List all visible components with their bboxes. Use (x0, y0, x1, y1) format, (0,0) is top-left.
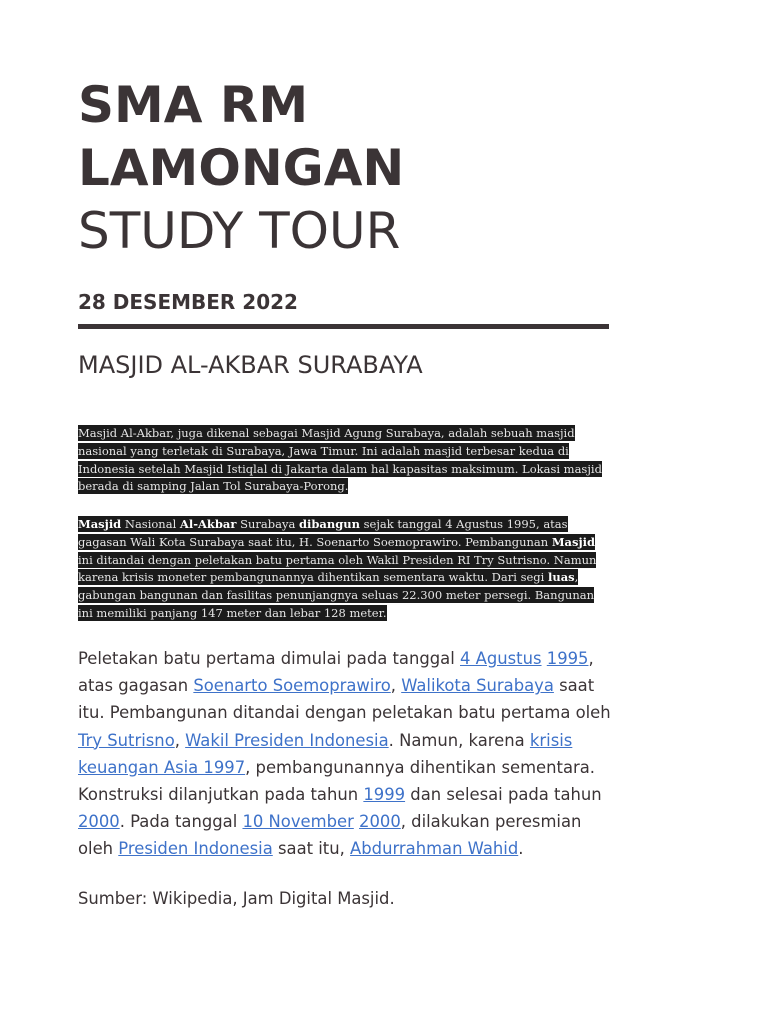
document-date: 28 DESEMBER 2022 (78, 290, 298, 314)
divider-rule (78, 324, 609, 329)
bold-word: dibangun (298, 517, 360, 531)
highlighted-paragraph-2[interactable] (78, 516, 610, 623)
link-10-november[interactable]: 10 November (242, 812, 354, 832)
text-run: . Pada tanggal (119, 812, 243, 832)
bold-word: Masjid (78, 517, 122, 531)
text-run: , dilakukan peresmian oleh (78, 812, 582, 859)
text-run: , gabungan bangunan dan fasilitas penunjangnya seluas 22.300 meter persegi. Bangunan ini memiliki panjang 147 meter dan lebar 128 meter. (78, 570, 595, 620)
text-run: Peletakan batu pertama dimulai pada tanggal (78, 649, 460, 668)
link-krisis-keuangan[interactable]: krisis keuangan Asia 1997 (78, 730, 573, 777)
link-abdurrahman-wahid[interactable]: Abdurrahman Wahid (350, 839, 519, 859)
text-run: , pembangunannya dihentikan sementara. Konstruksi dilanjutkan pada tahun (78, 757, 595, 805)
link-soenarto-soemoprawiro[interactable]: Soenarto Soemoprawiro (193, 676, 391, 696)
text-run: dan selesai pada tahun (405, 785, 602, 805)
bold-word: Masjid (551, 534, 596, 549)
highlighted-text: Masjid Al-Akbar, juga dikenal sebagai Masjid Agung Surabaya, adalah sebuah masjid nasional yang terletak di Surabaya, Jawa Timur. Ini adalah masjid terbesar kedua di Indonesia setelah Masjid Istiqlal di Jakarta dalam hal kapasitas maksimum. Lokasi masjid berada di samping Jalan Tol Surabaya-Porong. (78, 426, 602, 494)
link-1995[interactable]: 1995 (546, 649, 589, 668)
text-run: , atas gagasan (78, 649, 594, 696)
text-run: . (518, 839, 524, 859)
link-1999[interactable]: 1999 (363, 785, 406, 805)
text-run: Nasional (121, 517, 180, 531)
body-paragraph (78, 645, 618, 863)
link-walikota-surabaya[interactable]: Walikota Surabaya (401, 676, 554, 696)
link-4-agustus[interactable]: 4 Agustus (460, 649, 542, 668)
section-subtitle: MASJID AL-AKBAR SURABAYA (78, 351, 423, 379)
highlighted-text (78, 516, 596, 621)
text-run: ini ditandai dengan peletakan batu pertama oleh Wakil Presiden RI Try Sutrisno. Namun karena krisis moneter pembangunannya dihentikan sementara waktu. Dari segi (78, 552, 597, 585)
link-wakil-presiden[interactable]: Wakil Presiden Indonesia (185, 730, 389, 750)
title-school-line1: SMA RM (78, 76, 309, 134)
title-school-line2: LAMONGAN (78, 139, 405, 197)
highlighted-paragraph-1[interactable] (78, 425, 610, 496)
text-run: saat itu. Pembangunan ditandai dengan peletakan batu pertama oleh (78, 676, 611, 723)
link-2000[interactable]: 2000 (359, 812, 401, 832)
text-run: Surabaya (236, 517, 299, 531)
link-2000[interactable]: 2000 (78, 812, 120, 832)
link-presiden-indonesia[interactable]: Presiden Indonesia (118, 839, 273, 859)
text-run: saat itu, (272, 839, 351, 859)
bold-word: luas (547, 570, 575, 585)
text-run: , (174, 730, 186, 750)
text-run: , (390, 676, 402, 696)
source-note: Sumber: Wikipedia, Jam Digital Masjid. (78, 889, 395, 908)
text-run: . Namun, karena (388, 730, 530, 750)
document-title (78, 74, 610, 263)
title-study-tour: STUDY TOUR (78, 202, 401, 260)
link-try-sutrisno[interactable]: Try Sutrisno (78, 730, 175, 750)
bold-word: Al-Akbar (179, 517, 237, 531)
text-run: sejak tanggal 4 Agustus 1995, atas gagasan Wali Kota Surabaya saat itu, H. Soenarto Soemoprawiro. Pembangunan (78, 517, 568, 549)
